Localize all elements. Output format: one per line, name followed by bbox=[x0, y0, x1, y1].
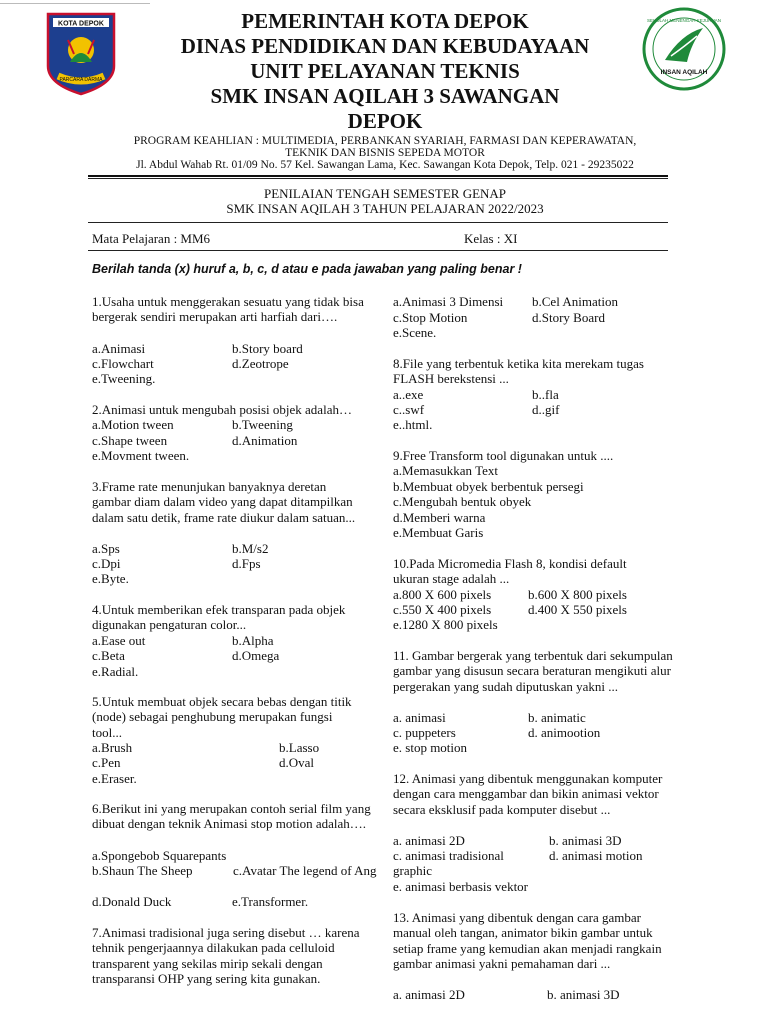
q4-option-b: b.Alpha bbox=[232, 633, 274, 648]
q1-option-b: b.Story board bbox=[232, 341, 303, 356]
question-4: 4.Untuk memberikan efek transparan pada objek digunakan pengaturan color... bbox=[92, 602, 346, 633]
question-1: 1.Usaha untuk menggerakan sesuatu yang tidak bisa bergerak sendiri merupakan arti harfiah dari…. bbox=[92, 294, 364, 325]
q10-option-e: e.1280 X 800 pixels bbox=[393, 617, 498, 632]
header-line-1: PEMERINTAH KOTA DEPOK bbox=[241, 9, 529, 33]
q10-option-c: c.550 X 400 pixels bbox=[393, 602, 492, 617]
svg-text:KOTA DEPOK: KOTA DEPOK bbox=[58, 20, 104, 28]
question-6: 6.Berikut ini yang merupakan contoh serial film yang dibuat dengan teknik Animasi stop motion adalah…. bbox=[92, 801, 371, 832]
header-divider bbox=[88, 175, 668, 177]
q1-option-a: a.Animasi bbox=[92, 341, 146, 356]
q3-option-a: a.Sps bbox=[92, 541, 120, 556]
q9-option-d: d.Memberi warna bbox=[393, 510, 486, 525]
q2-option-c: c.Shape tween bbox=[92, 433, 168, 448]
q10-option-d: d.400 X 550 pixels bbox=[528, 602, 627, 617]
q7-option-a: a.Animasi 3 Dimensi bbox=[393, 294, 504, 309]
q5-option-e: e.Eraser. bbox=[92, 771, 137, 786]
q2-option-a: a.Motion tween bbox=[92, 417, 174, 432]
question-7: 7.Animasi tradisional juga sering disebut … karena tehnik pengerjaannya dilakukan pada celluloid transparent yang sekilas mirip sekali dengan transparansi OHP yang sering kita gunakan. bbox=[92, 925, 360, 987]
q6-option-e: e.Transformer. bbox=[232, 894, 309, 909]
q11-option-c: c. puppeters bbox=[393, 725, 456, 740]
q2-option-b: b.Tweening bbox=[232, 417, 293, 432]
q12-option-c: c. animasi tradisional bbox=[393, 848, 504, 863]
top-edge-line bbox=[0, 3, 150, 4]
q5-option-c: c.Pen bbox=[92, 755, 121, 770]
q1-option-d: d.Zeotrope bbox=[232, 356, 289, 371]
svg-text:INSAN AQILAH: INSAN AQILAH bbox=[660, 69, 708, 76]
q4-option-c: c.Beta bbox=[92, 648, 125, 663]
exam-title-1: PENILAIAN TENGAH SEMESTER GENAP bbox=[263, 186, 507, 201]
q12-option-b: b. animasi 3D bbox=[549, 833, 622, 848]
q10-option-a: a.800 X 600 pixels bbox=[393, 587, 492, 602]
question-3: 3.Frame rate menunjukan banyaknya deretan gambar diam dalam video yang dapat ditampilkan dalam satu detik, frame rate diukur dalam satuan... bbox=[92, 479, 356, 525]
svg-text:PARCARA DARMA: PARCARA DARMA bbox=[59, 77, 103, 83]
svg-text:SEKOLAH MENENGAH KEJURUAN: SEKOLAH MENENGAH KEJURUAN bbox=[646, 18, 722, 23]
q1-option-c: c.Flowchart bbox=[92, 356, 154, 371]
program-line-2: TEKNIK DAN BISNIS SEPEDA MOTOR bbox=[285, 147, 485, 159]
q7-option-c: c.Stop Motion bbox=[393, 310, 468, 325]
q3-option-b: b.M/s2 bbox=[232, 541, 269, 556]
q2-option-d: d.Animation bbox=[232, 433, 298, 448]
q8-option-a: a..exe bbox=[393, 387, 424, 402]
exam-title-2: SMK INSAN AQILAH 3 TAHUN PELAJARAN 2022/2023 bbox=[226, 201, 544, 216]
q10-option-b: b.600 X 800 pixels bbox=[528, 587, 627, 602]
insan-aqilah-logo bbox=[641, 6, 727, 92]
q8-option-d: d..gif bbox=[532, 402, 560, 417]
header-line-5: DEPOK bbox=[347, 109, 423, 133]
q8-option-b: b..fla bbox=[532, 387, 559, 402]
q5-option-a: a.Brush bbox=[92, 740, 133, 755]
q4-option-a: a.Ease out bbox=[92, 633, 146, 648]
question-9: 9.Free Transform tool digunakan untuk .... bbox=[393, 448, 614, 463]
q8-option-e: e..html. bbox=[393, 417, 433, 432]
q13-option-b: b. animasi 3D bbox=[547, 987, 620, 1002]
question-2: 2.Animasi untuk mengubah posisi objek adalah… bbox=[92, 402, 352, 417]
subject-label: Mata Pelajaran : MM6 bbox=[92, 231, 211, 246]
address-line: Jl. Abdul Wahab Rt. 01/09 No. 57 Kel. Sawangan Lama, Kec. Sawangan Kota Depok, Telp. 021 - 29235022 bbox=[136, 159, 634, 171]
q3-option-e: e.Byte. bbox=[92, 571, 129, 586]
q6-option-b: b.Shaun The Sheep bbox=[92, 863, 193, 878]
question-11: 11. Gambar bergerak yang terbentuk dari sekumpulan gambar yang disusun secara beraturan mengikuti alur pergerakan yang sudah diputuskan yakni ... bbox=[393, 648, 673, 694]
q4-option-e: e.Radial. bbox=[92, 664, 139, 679]
header-line-4: SMK INSAN AQILAH 3 SAWANGAN bbox=[210, 84, 560, 108]
program-line-1: PROGRAM KEAHLIAN : MULTIMEDIA, PERBANKAN SYARIAH, FARMASI DAN KEPERAWATAN, bbox=[133, 135, 637, 147]
q9-option-b: b.Membuat obyek berbentuk persegi bbox=[393, 479, 584, 494]
subject-divider bbox=[88, 250, 668, 251]
q3-option-c: c.Dpi bbox=[92, 556, 121, 571]
class-label: Kelas : XI bbox=[464, 231, 518, 246]
q3-option-d: d.Fps bbox=[232, 556, 261, 571]
kota-depok-logo bbox=[44, 10, 118, 96]
q1-option-e: e.Tweening. bbox=[92, 371, 156, 386]
q6-option-d: d.Donald Duck bbox=[92, 894, 172, 909]
header-divider-thin bbox=[88, 178, 668, 179]
header-line-3: UNIT PELAYANAN TEKNIS bbox=[250, 59, 520, 83]
q7-option-b: b.Cel Animation bbox=[532, 294, 618, 309]
q8-option-c: c..swf bbox=[393, 402, 425, 417]
q7-option-e: e.Scene. bbox=[393, 325, 437, 340]
instruction-text: Berilah tanda (x) huruf a, b, c, d atau e pada jawaban yang paling benar ! bbox=[92, 262, 522, 276]
q11-option-e: e. stop motion bbox=[393, 740, 468, 755]
q11-option-b: b. animatic bbox=[528, 710, 586, 725]
question-10: 10.Pada Micromedia Flash 8, kondisi default ukuran stage adalah ... bbox=[393, 556, 627, 587]
q5-option-b: b.Lasso bbox=[279, 740, 320, 755]
q6-option-a: a.Spongebob Squarepants bbox=[92, 848, 227, 863]
q11-option-a: a. animasi bbox=[393, 710, 446, 725]
q2-option-e: e.Movment tween. bbox=[92, 448, 190, 463]
q12-option-d: d. animasi motion graphic bbox=[393, 848, 643, 879]
question-13: 13. Animasi yang dibentuk dengan cara gambar manual oleh tangan, animator bikin gambar untuk setiap frame yang kemudian akan menjadi rangkain gambar animasi yakni pemahaman dari ... bbox=[393, 910, 662, 972]
question-8: 8.File yang terbentuk ketika kita merekam tugas FLASH berekstensi ... bbox=[393, 356, 644, 387]
q5-option-d: d.Oval bbox=[279, 755, 315, 770]
question-12: 12. Animasi yang dibentuk menggunakan komputer dengan cara menggambar dan bikin animasi vektor secara eksklusif pada komputer disebut ... bbox=[393, 771, 663, 817]
q12-option-e: e. animasi berbasis vektor bbox=[393, 879, 529, 894]
question-5: 5.Untuk membuat objek secara bebas dengan titik (node) sebagai penghubung merupakan fungsi tool... bbox=[92, 694, 352, 740]
q9-option-c: c.Mengubah bentuk obyek bbox=[393, 494, 532, 509]
q9-option-e: e.Membuat Garis bbox=[393, 525, 484, 540]
q7-option-d: d.Story Board bbox=[532, 310, 605, 325]
q11-option-d: d. animootion bbox=[528, 725, 601, 740]
header-line-2: DINAS PENDIDIKAN DAN KEBUDAYAAN bbox=[180, 34, 590, 58]
q13-option-a: a. animasi 2D bbox=[393, 987, 465, 1002]
q4-option-d: d.Omega bbox=[232, 648, 280, 663]
q6-option-c-text: c.Avatar The legend of Ang bbox=[233, 863, 377, 878]
title-divider bbox=[88, 222, 668, 223]
q12-option-a: a. animasi 2D bbox=[393, 833, 465, 848]
q9-option-a: a.Memasukkan Text bbox=[393, 463, 498, 478]
